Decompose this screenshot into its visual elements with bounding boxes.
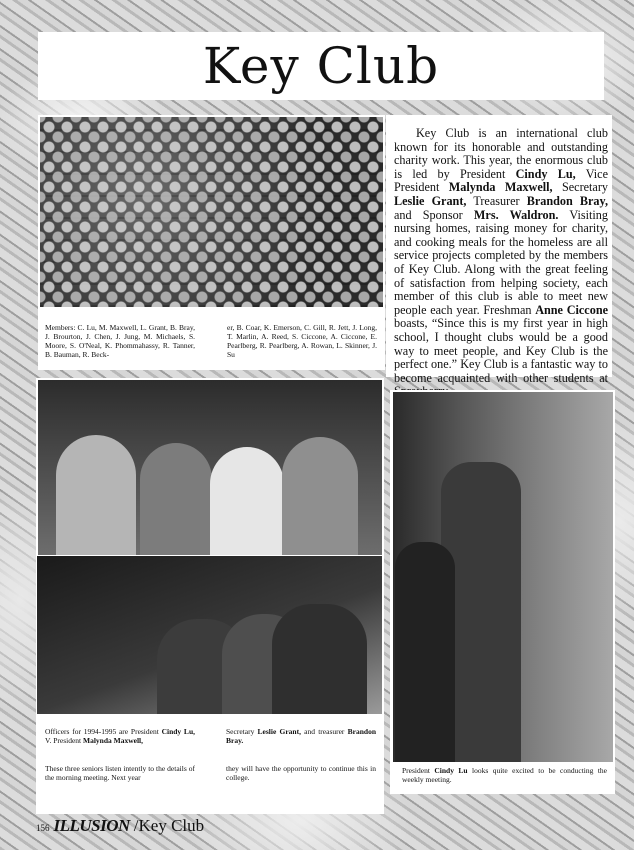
publication-name: ILLUSION [53,816,130,835]
officer-figure [140,443,212,555]
members-caption-right: er, B. Coar, K. Emerson, C. Gill, R. Jett, J. Long, T. Marlin, A. Reed, S. Ciccone, A. Ciccone, E. Pearlberg, R. Pearlberg, A. Rowan, L. Skinner, J. Su [227,323,377,359]
page-title: Key Club [202,37,440,95]
senior-figure [272,604,367,714]
president-photo [393,392,613,762]
officer-figure [56,435,136,555]
article-body: Key Club is an international club known for its honorable and outstanding charity work. This year, the enormous club is led by President Cindy Lu, Vice President Malynda Maxwell, Secretary Leslie Grant, Treasurer Brandon Bray, and Sponsor Mrs. Waldron. Visiting nursing homes, raising money for charity, and cooking meals for the homeless are all service projects completed by the members of Key Club. Along with the great feeling of satisfaction from helping society, each member of this club is able to meet new people each year. Freshman Anne Ciccone boasts, “Since this is my first year in high school, I thought clubs would be a good way to meet people, and Key Club is the perfect one.” Key Club is a fantastic way to become acquainted with other students at [394,126,609,385]
section-label: /Key Club [133,816,205,835]
page-footer [36,816,204,838]
seniors-photo [37,556,382,714]
officers-caption-left: Officers for 1994-1995 are President Cindy Lu, V. President Malynda Maxwell, [45,727,195,745]
student-figure [395,542,455,762]
president-caption: President Cindy Lu looks quite excited to be conducting the weekly meeting. [402,766,607,784]
seniors-caption-left: These three seniors listen intently to the details of the morning meeting. Next year [45,764,195,782]
group-photo-faces [40,117,383,307]
officer-figure [210,447,284,555]
officers-photo [38,380,382,555]
officers-caption-right: Secretary Leslie Grant, and treasurer Brandon Bray. [226,727,377,745]
group-photo [40,117,383,307]
seniors-caption-right: they will have the opportunity to continue this in college. [226,764,376,782]
page-number: 156 [36,823,50,833]
officer-figure [282,437,358,555]
members-caption-left: Members: C. Lu, M. Maxwell, L. Grant, B. Bray, J. Brourton, J. Chen, J. Jung, M. Michaels, S. Moore, S. O'Neal, K. Phommahassy, R. Tanner, B. Bauman, R. Beck- [45,323,195,359]
